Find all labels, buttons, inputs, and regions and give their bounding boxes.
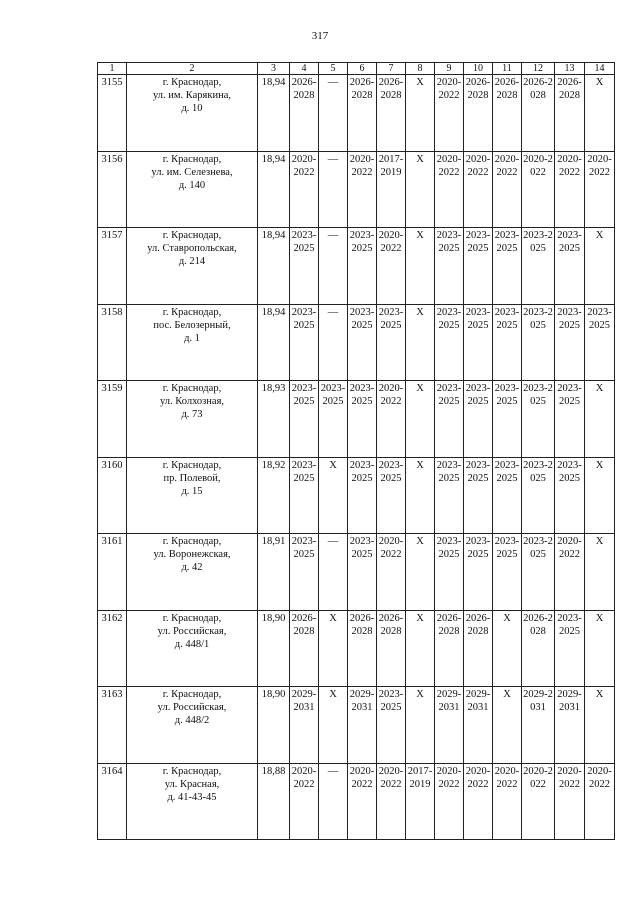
period-cell-col-8: Х xyxy=(406,228,435,305)
period-cell-col-8: Х xyxy=(406,534,435,611)
row-number: 3159 xyxy=(98,381,127,458)
period-cell-col-14: Х xyxy=(585,610,615,687)
column-header-5: 5 xyxy=(319,63,348,75)
period-cell-col-5: Х xyxy=(319,610,348,687)
row-number: 3158 xyxy=(98,304,127,381)
address-line: ул. Ставропольская, xyxy=(147,243,237,254)
value-cell: 18,94 xyxy=(258,228,290,305)
address-cell xyxy=(127,228,258,305)
table-row xyxy=(98,75,615,152)
period-cell-col-4: 2026-2028 xyxy=(290,75,319,152)
period-cell-col-9: 2023-2025 xyxy=(435,304,464,381)
period-cell-col-10: 2020-2022 xyxy=(464,763,493,840)
column-header-12: 12 xyxy=(522,63,555,75)
period-cell-col-11: 2020-2022 xyxy=(493,151,522,228)
period-cell-col-14: Х xyxy=(585,457,615,534)
period-cell-col-5: Х xyxy=(319,687,348,764)
period-cell-col-13: 2023-2025 xyxy=(555,228,585,305)
period-cell-col-10: 2029-2031 xyxy=(464,687,493,764)
address-line: г. Краснодар, xyxy=(162,230,222,241)
row-number: 3162 xyxy=(98,610,127,687)
address-line: ул. Российская, xyxy=(157,625,227,637)
period-cell-col-14: 2020-2022 xyxy=(585,151,615,228)
address-line: д. 214 xyxy=(178,256,206,267)
period-cell-col-8: Х xyxy=(406,381,435,458)
period-cell-col-8: Х xyxy=(406,151,435,228)
period-cell-col-11: 2023-2025 xyxy=(493,457,522,534)
address-cell xyxy=(127,75,258,152)
table-row xyxy=(98,304,615,381)
period-cell-col-12: 2023-2025 xyxy=(522,534,555,611)
period-cell-col-5: Х xyxy=(319,457,348,534)
period-cell-col-6: 2023-2025 xyxy=(348,228,377,305)
period-cell-col-6: 2029-2031 xyxy=(348,687,377,764)
period-cell-col-12: 2023-2025 xyxy=(522,304,555,381)
address-line: г. Краснодар, xyxy=(162,612,222,624)
period-cell-col-11: Х xyxy=(493,687,522,764)
period-cell-col-14: 2023-2025 xyxy=(585,304,615,381)
period-cell-col-13: 2029-2031 xyxy=(555,687,585,764)
period-cell-col-7: 2017-2019 xyxy=(377,151,406,228)
value-cell: 18,94 xyxy=(258,304,290,381)
period-cell-col-6: 2020-2022 xyxy=(348,763,377,840)
period-cell-col-4: 2020-2022 xyxy=(290,763,319,840)
period-cell-col-11: 2023-2025 xyxy=(493,381,522,458)
period-cell-col-8: Х xyxy=(406,457,435,534)
period-cell-col-13: 2023-2025 xyxy=(555,610,585,687)
period-cell-col-14: Х xyxy=(585,534,615,611)
period-cell-col-5: — xyxy=(319,228,348,305)
row-number: 3160 xyxy=(98,457,127,534)
period-cell-col-4: 2029-2031 xyxy=(290,687,319,764)
period-cell-col-5: 2023-2025 xyxy=(319,381,348,458)
address-line: г. Краснодар, xyxy=(162,459,222,471)
period-cell-col-10: 2020-2022 xyxy=(464,151,493,228)
period-cell-col-12: 2026-2028 xyxy=(522,610,555,687)
address-line: д. 10 xyxy=(181,103,203,114)
table-row xyxy=(98,151,615,228)
period-cell-col-9: 2020-2022 xyxy=(435,151,464,228)
period-cell-col-13: 2023-2025 xyxy=(555,304,585,381)
period-cell-col-9: 2029-2031 xyxy=(435,687,464,764)
period-cell-col-7: 2026-2028 xyxy=(377,610,406,687)
column-header-1: 1 xyxy=(98,63,127,75)
period-cell-col-8: Х xyxy=(406,687,435,764)
address-line: ул. им. Селезнева, xyxy=(151,166,233,178)
address-cell xyxy=(127,687,258,764)
period-cell-col-9: 2023-2025 xyxy=(435,457,464,534)
period-cell-col-13: 2023-2025 xyxy=(555,381,585,458)
period-cell-col-13: 2020-2022 xyxy=(555,151,585,228)
row-number: 3164 xyxy=(98,763,127,840)
period-cell-col-8: Х xyxy=(406,304,435,381)
register-table xyxy=(97,62,615,840)
period-cell-col-11: 2023-2025 xyxy=(493,304,522,381)
period-cell-col-5: — xyxy=(319,151,348,228)
period-cell-col-10: 2023-2025 xyxy=(464,304,493,381)
column-header-8: 8 xyxy=(406,63,435,75)
value-cell: 18,94 xyxy=(258,75,290,152)
period-cell-col-11: 2020-2022 xyxy=(493,763,522,840)
address-line: пр. Полевой, xyxy=(163,472,221,484)
period-cell-col-9: 2023-2025 xyxy=(435,534,464,611)
period-cell-col-11: 2023-2025 xyxy=(493,228,522,305)
period-cell-col-14: Х xyxy=(585,228,615,305)
address-line: д. 448/2 xyxy=(174,715,210,726)
table-row xyxy=(98,610,615,687)
address-cell xyxy=(127,763,258,840)
period-cell-col-4: 2023-2025 xyxy=(290,304,319,381)
period-cell-col-7: 2020-2022 xyxy=(377,763,406,840)
address-line: д. 41-43-45 xyxy=(167,791,217,803)
value-cell: 18,92 xyxy=(258,457,290,534)
period-cell-col-7: 2023-2025 xyxy=(377,687,406,764)
period-cell-col-9: 2023-2025 xyxy=(435,381,464,458)
address-line: г. Краснодар, xyxy=(162,765,222,777)
period-cell-col-7: 2020-2022 xyxy=(377,534,406,611)
period-cell-col-4: 2023-2025 xyxy=(290,534,319,611)
address-line: д. 42 xyxy=(181,562,203,573)
period-cell-col-9: 2023-2025 xyxy=(435,228,464,305)
header-row xyxy=(98,63,615,75)
page-number: 317 xyxy=(311,30,329,42)
table-row xyxy=(98,457,615,534)
period-cell-col-8: 2017-2019 xyxy=(406,763,435,840)
period-cell-col-9: 2026-2028 xyxy=(435,610,464,687)
address-line: ул. Красная, xyxy=(164,778,220,790)
period-cell-col-10: 2026-2028 xyxy=(464,75,493,152)
period-cell-col-10: 2023-2025 xyxy=(464,534,493,611)
period-cell-col-12: 2020-2022 xyxy=(522,763,555,840)
period-cell-col-10: 2023-2025 xyxy=(464,381,493,458)
period-cell-col-12: 2029-2031 xyxy=(522,687,555,764)
period-cell-col-12: 2023-2025 xyxy=(522,381,555,458)
table-row xyxy=(98,228,615,305)
address-line: ул. Воронежская, xyxy=(153,549,231,560)
period-cell-col-5: — xyxy=(319,763,348,840)
table-row xyxy=(98,381,615,458)
period-cell-col-14: Х xyxy=(585,687,615,764)
period-cell-col-12: 2023-2025 xyxy=(522,228,555,305)
period-cell-col-12: 2026-2028 xyxy=(522,75,555,152)
period-cell-col-12: 2020-2022 xyxy=(522,151,555,228)
row-number: 3163 xyxy=(98,687,127,764)
period-cell-col-14: Х xyxy=(585,381,615,458)
period-cell-col-4: 2023-2025 xyxy=(290,457,319,534)
value-cell: 18,88 xyxy=(258,763,290,840)
period-cell-col-5: — xyxy=(319,534,348,611)
period-cell-col-11: 2023-2025 xyxy=(493,534,522,611)
period-cell-col-13: 2023-2025 xyxy=(555,457,585,534)
period-cell-col-13: 2026-2028 xyxy=(555,75,585,152)
column-header-13: 13 xyxy=(555,63,585,75)
period-cell-col-4: 2023-2025 xyxy=(290,381,319,458)
table-body xyxy=(98,75,615,840)
period-cell-col-9: 2020-2022 xyxy=(435,763,464,840)
period-cell-col-6: 2026-2028 xyxy=(348,610,377,687)
period-cell-col-4: 2023-2025 xyxy=(290,228,319,305)
address-cell xyxy=(127,151,258,228)
period-cell-col-12: 2023-2025 xyxy=(522,457,555,534)
address-line: г. Краснодар, xyxy=(162,306,222,318)
value-cell: 18,90 xyxy=(258,687,290,764)
address-cell xyxy=(127,304,258,381)
period-cell-col-6: 2026-2028 xyxy=(348,75,377,152)
row-number: 3157 xyxy=(98,228,127,305)
address-cell xyxy=(127,381,258,458)
column-header-9: 9 xyxy=(435,63,464,75)
address-line: д. 140 xyxy=(178,179,206,191)
address-line: г. Краснодар, xyxy=(162,77,222,88)
period-cell-col-4: 2026-2028 xyxy=(290,610,319,687)
period-cell-col-10: 2023-2025 xyxy=(464,228,493,305)
row-number: 3156 xyxy=(98,151,127,228)
row-number: 3161 xyxy=(98,534,127,611)
address-line: г. Краснодар, xyxy=(162,536,222,547)
address-line: г. Краснодар, xyxy=(162,153,222,165)
address-line: г. Краснодар, xyxy=(162,689,222,700)
period-cell-col-7: 2020-2022 xyxy=(377,228,406,305)
address-line: д. 15 xyxy=(181,485,203,497)
period-cell-col-5: — xyxy=(319,304,348,381)
period-cell-col-7: 2020-2022 xyxy=(377,381,406,458)
period-cell-col-10: 2026-2028 xyxy=(464,610,493,687)
period-cell-col-14: 2020-2022 xyxy=(585,763,615,840)
period-cell-col-11: Х xyxy=(493,610,522,687)
address-line: ул. Российская, xyxy=(157,702,227,713)
column-header-2: 2 xyxy=(127,63,258,75)
column-header-11: 11 xyxy=(493,63,522,75)
value-cell: 18,91 xyxy=(258,534,290,611)
period-cell-col-8: Х xyxy=(406,610,435,687)
address-cell xyxy=(127,457,258,534)
row-number: 3155 xyxy=(98,75,127,152)
address-line: ул. Колхозная, xyxy=(159,396,225,407)
period-cell-col-8: Х xyxy=(406,75,435,152)
column-header-7: 7 xyxy=(377,63,406,75)
address-line: д. 1 xyxy=(184,332,200,344)
period-cell-col-7: 2023-2025 xyxy=(377,304,406,381)
period-cell-col-6: 2023-2025 xyxy=(348,304,377,381)
address-line: г. Краснодар, xyxy=(162,383,222,394)
period-cell-col-7: 2026-2028 xyxy=(377,75,406,152)
period-cell-col-13: 2020-2022 xyxy=(555,763,585,840)
period-cell-col-13: 2020-2022 xyxy=(555,534,585,611)
address-line: д. 73 xyxy=(181,409,203,420)
period-cell-col-6: 2020-2022 xyxy=(348,151,377,228)
period-cell-col-5: — xyxy=(319,75,348,152)
address-cell xyxy=(127,610,258,687)
address-line: д. 448/1 xyxy=(174,638,210,650)
value-cell: 18,90 xyxy=(258,610,290,687)
value-cell: 18,93 xyxy=(258,381,290,458)
address-line: ул. им. Карякина, xyxy=(152,90,232,101)
period-cell-col-9: 2020-2022 xyxy=(435,75,464,152)
column-header-14: 14 xyxy=(585,63,615,75)
column-header-6: 6 xyxy=(348,63,377,75)
column-header-4: 4 xyxy=(290,63,319,75)
period-cell-col-4: 2020-2022 xyxy=(290,151,319,228)
period-cell-col-10: 2023-2025 xyxy=(464,457,493,534)
value-cell: 18,94 xyxy=(258,151,290,228)
period-cell-col-6: 2023-2025 xyxy=(348,457,377,534)
period-cell-col-14: Х xyxy=(585,75,615,152)
period-cell-col-6: 2023-2025 xyxy=(348,381,377,458)
column-header-3: 3 xyxy=(258,63,290,75)
column-header-10: 10 xyxy=(464,63,493,75)
table-row xyxy=(98,534,615,611)
period-cell-col-7: 2023-2025 xyxy=(377,457,406,534)
period-cell-col-11: 2026-2028 xyxy=(493,75,522,152)
address-cell xyxy=(127,534,258,611)
period-cell-col-6: 2023-2025 xyxy=(348,534,377,611)
address-line: пос. Белозерный, xyxy=(153,319,231,331)
table-row xyxy=(98,687,615,764)
table-row xyxy=(98,763,615,840)
